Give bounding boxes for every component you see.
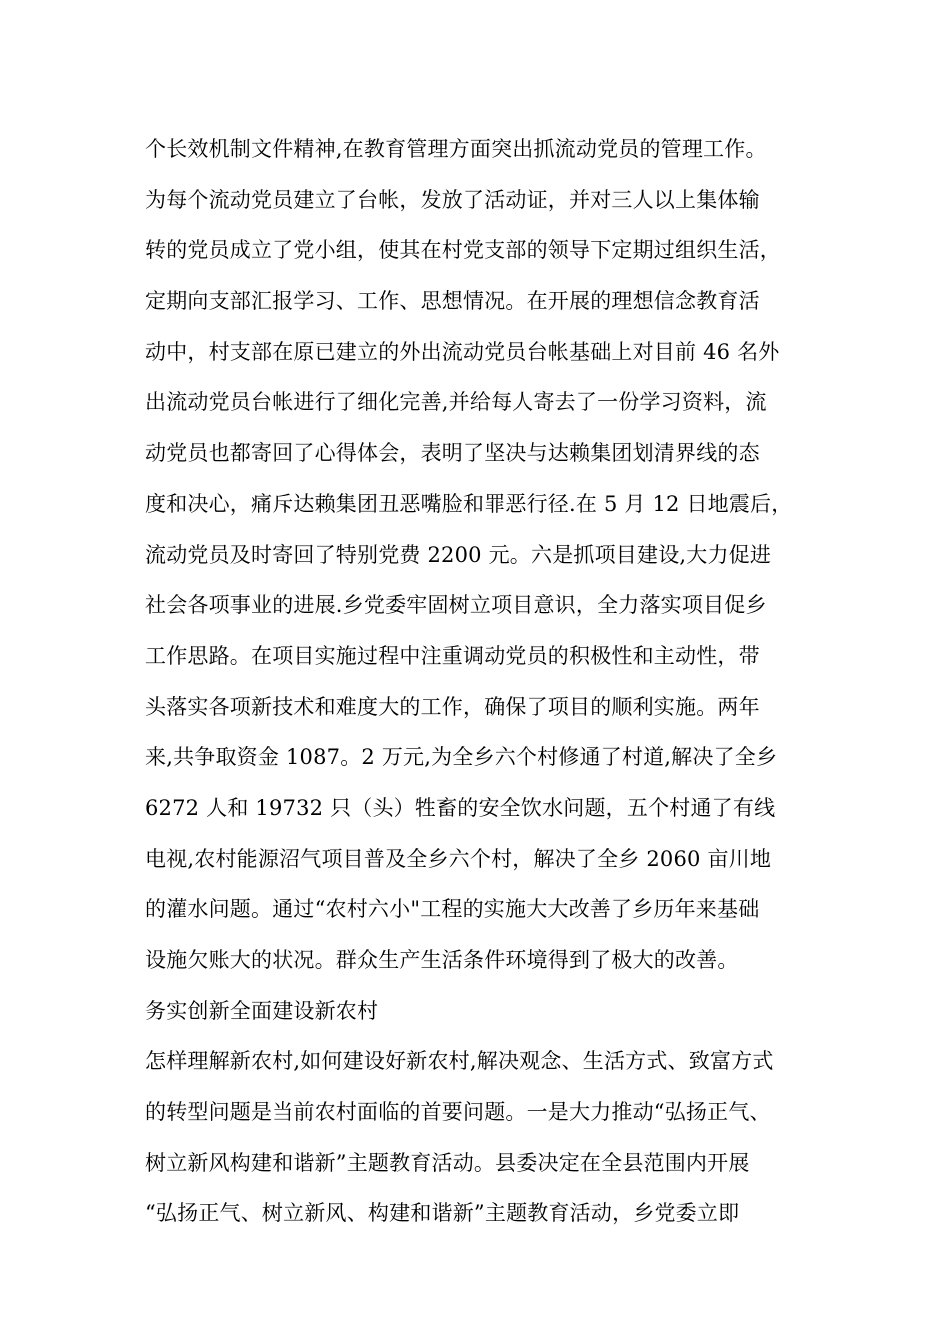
text-line: 头落实各项新技术和难度大的工作，确保了项目的顺利实施。两年 <box>145 694 760 719</box>
text-line: 的转型问题是当前农村面临的首要问题。一是大力推动“弘扬正气、 <box>145 1100 771 1125</box>
text-line: 动党员也都寄回了心得体会，表明了坚决与达赖集团划清界线的态 <box>145 441 760 466</box>
text-line: 动中，村支部在原已建立的外出流动党员台帐基础上对目前 46 名外 <box>145 339 780 364</box>
text-line: 设施欠账大的状况。群众生产生活条件环境得到了极大的改善。 <box>145 948 739 972</box>
text-line: “弘扬正气、树立新风、构建和谐新”主题教育活动，乡党委立即 <box>145 1201 740 1226</box>
text-line: 转的党员成立了党小组，使其在村党支部的领导下定期过组织生活， <box>145 238 781 263</box>
text-line: 度和决心，痛斥达赖集团丑恶嘴脸和罪恶行径.在 5 月 12 日地震后， <box>145 491 793 516</box>
text-line: 6272 人和 19732 只（头）牲畜的安全饮水问题，五个村通了有线 <box>145 795 776 820</box>
body-text <box>145 124 835 1239</box>
text-line: 怎样理解新农村,如何建设好新农村,解决观念、生活方式、致富方式 <box>145 1049 774 1074</box>
text-line: 出流动党员台帐进行了细化完善,并给每人寄去了一份学习资料，流 <box>145 390 767 415</box>
text-line: 的灌水问题。通过“农村六小"工程的实施大大改善了乡历年来基础 <box>145 897 760 922</box>
text-line: 社会各项事业的进展.乡党委牢固树立项目意识，全力落实项目促乡 <box>145 593 767 618</box>
text-line: 电视,农村能源沼气项目普及全乡六个村，解决了全乡 2060 亩川地 <box>145 846 772 871</box>
text-line: 树立新风构建和谐新”主题教育活动。县委决定在全县范围内开展 <box>145 1150 750 1175</box>
text-line: 为每个流动党员建立了台帐，发放了活动证，并对三人以上集体输 <box>145 187 760 212</box>
text-line: 定期向支部汇报学习、工作、思想情况。在开展的理想信念教育活 <box>145 289 760 314</box>
section-heading: 务实创新全面建设新农村 <box>145 998 379 1023</box>
text-line: 流动党员及时寄回了特别党费 2200 元。六是抓项目建设,大力促进 <box>145 542 772 567</box>
text-line: 来,共争取资金 1087。2 万元,为全乡六个村修通了村道,解决了全乡 <box>145 745 778 770</box>
text-line: 个长效机制文件精神,在教育管理方面突出抓流动党员的管理工作。 <box>145 137 767 161</box>
text-line: 工作思路。在项目实施过程中注重调动党员的积极性和主动性，带 <box>145 643 760 668</box>
